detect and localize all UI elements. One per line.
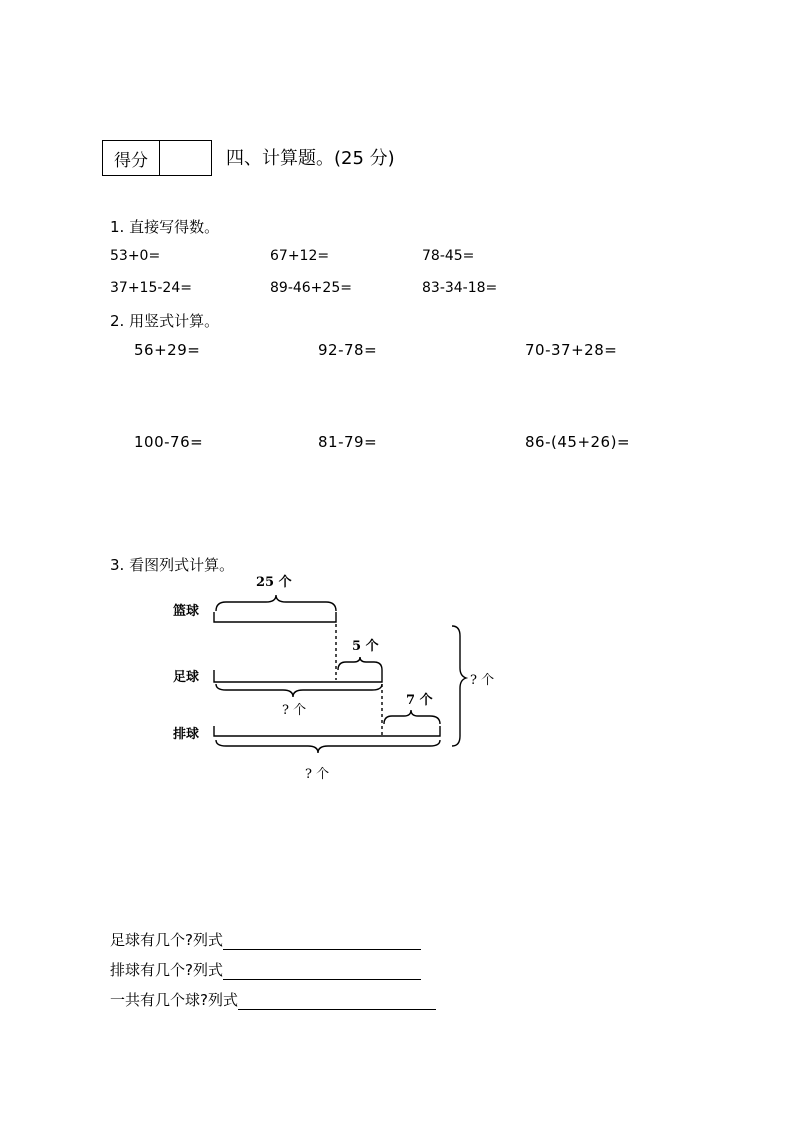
q1-title: 1. 直接写得数。 [110,218,220,236]
volleyball-unknown-label: ? 个 [305,767,330,782]
total-brace [452,626,466,746]
section-title: 四、计算题。(25 分) [226,148,395,169]
q2-expression: 86-(45+26)= [525,433,631,451]
q1-expression: 67+12= [270,248,330,264]
question-text: 排球有几个?列式 [110,961,223,979]
q2-expression: 81-79= [318,433,378,451]
answer-line [110,959,421,980]
volleyball-extra-brace [384,710,440,724]
q2-expression: 70-37+28= [525,341,618,359]
answer-line [110,929,421,950]
basketball-label: 篮球 [173,604,200,619]
q1-expression: 83-34-18= [422,280,498,296]
q3-title: 3. 看图列式计算。 [110,556,235,574]
football-diff-label: 5 个 [352,639,379,654]
basketball-count-label: 25 个 [256,575,292,590]
q2-title: 2. 用竖式计算。 [110,312,220,330]
score-label: 得分 [103,141,160,175]
q2-expression: 100-76= [134,433,204,451]
volleyball-label: 排球 [173,727,200,742]
q1-expression: 53+0= [110,248,161,264]
answer-line [110,989,436,1010]
question-text: 一共有几个球?列式 [110,991,238,1009]
volleyball-diff-label: 7 个 [406,693,433,708]
q1-expression: 89-46+25= [270,280,352,296]
q1-expression: 37+15-24= [110,280,192,296]
football-extra-brace [338,657,382,670]
total-unknown-label: ? 个 [470,673,495,688]
basketball-bar [214,612,336,622]
football-label: 足球 [173,670,200,685]
answer-blank[interactable] [223,933,421,950]
football-bar [214,670,382,682]
basketball-brace [216,595,336,611]
q1-expression: 78-45= [422,248,475,264]
volleyball-bar [214,726,440,736]
football-under-brace [216,684,382,697]
answer-blank[interactable] [238,993,436,1010]
answer-blank[interactable] [223,963,421,980]
question-text: 足球有几个?列式 [110,931,223,949]
volleyball-under-brace [216,740,440,753]
football-unknown-label: ? 个 [282,703,307,718]
q2-expression: 56+29= [134,341,201,359]
q2-expression: 92-78= [318,341,378,359]
